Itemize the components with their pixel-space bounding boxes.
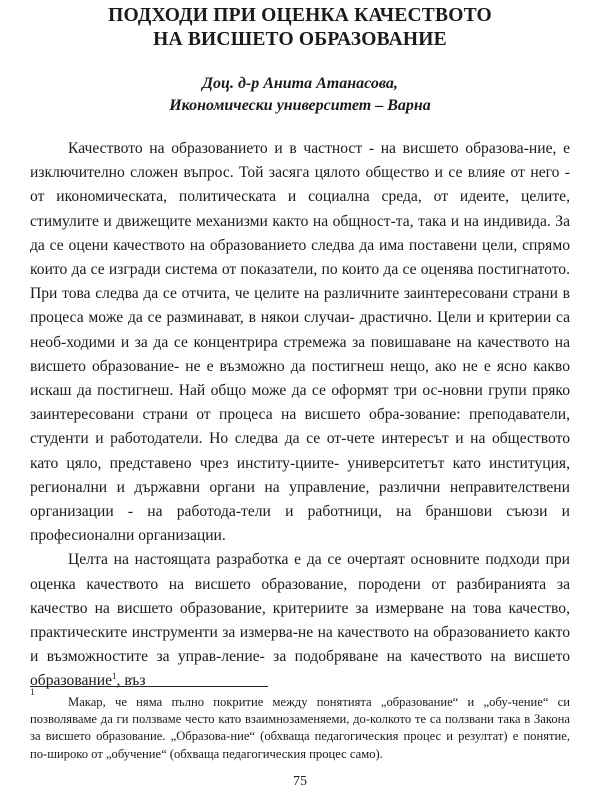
paragraph-2-end: , въз xyxy=(116,672,146,690)
author-affiliation: Икономически университет – Варна xyxy=(169,97,431,114)
title-line-2: НА ВИСШЕТО ОБРАЗОВАНИЕ xyxy=(153,29,447,50)
page-number: 75 xyxy=(293,774,307,789)
paragraph-2-text: Целта на настоящата разработка е да се очертаят основните подходи при оценка качеството на висшето образование, породени от разбиранията за качество на висшето образование, критериите за измерване на това качество, практическите инструменти за измерва-не на качеството на образованието както и възможностите за управ-ление- за подобряване на качеството на висшето образование xyxy=(30,551,570,690)
footnote-separator xyxy=(30,686,268,687)
author-block xyxy=(30,73,570,117)
footnote: 1 Макар, че няма пълно покритие между понятията „образование“ и „обу-чение“ си позволяваме да ги ползваме често като взаимнозаменяеми, до-колкото те са ползвани така в Закона за висшето образование. „Образова-ние“ (обхваща педагогическия процес и резултат) е понятие, по-широко от „обучение“ (обхваща педагогическия процес само). xyxy=(30,694,570,763)
paragraph-2 xyxy=(30,548,570,693)
author-name: Доц. д-р Анита Атанасова, xyxy=(202,75,398,92)
paper-title xyxy=(30,4,570,52)
footnote-text: Макар, че няма пълно покритие между понятията „образование“ и „обу-чение“ си позволяваме да ги ползваме често като взаимнозаменяеми, до-колкото те са ползвани така в Закона за висшето образование. „Образова-ние“ (обхваща педагогическия процес и резултат) е понятие, по-широко от „обучение“ (обхваща педагогическия процес само). xyxy=(30,695,570,761)
paragraph-1: Качеството на образованието и в частност - на висшето образова-ние, е изключително сложен въпрос. Той засяга цялото общество и се влияе от него - от икономическата, политическата и социална среда, от идеите, целите, стимулите и движещите механизми както на общност-та, така и на индивида. За да се оцени качеството на образованието следва да има поставени цели, спрямо които да се изгради система от показатели, по които да се оценява постигнатото. При това следва да се отчита, че целите на различните заинтересовани страни в процеса може да се разминават, в някои случаи- драстично. Цели и критерии са необ-ходими и за да се концентрира стремежа за повишаване на качеството на висшето образование- не е възможно да постигнеш нещо, ако не е ясно какво искаш да постигнеш. Най общо може да се оформят три ос-новни групи пряко заинтересовани страни от процеса на висшето обра-зование: преподаватели, студенти и работодатели. Но следва да се от-чете интересът и на обществото като цяло, представено чрез институ-циите- университетът като институция, регионални и държавни органи на управление, различни неправителствени организации - на работода-тели и работници, на браншови съюзи и професионални организации. xyxy=(30,140,570,545)
footnote-reference[interactable]: 1 xyxy=(112,671,117,682)
title-line-1: ПОДХОДИ ПРИ ОЦЕНКА КАЧЕСТВОТО xyxy=(108,5,492,26)
body-text xyxy=(30,137,570,694)
